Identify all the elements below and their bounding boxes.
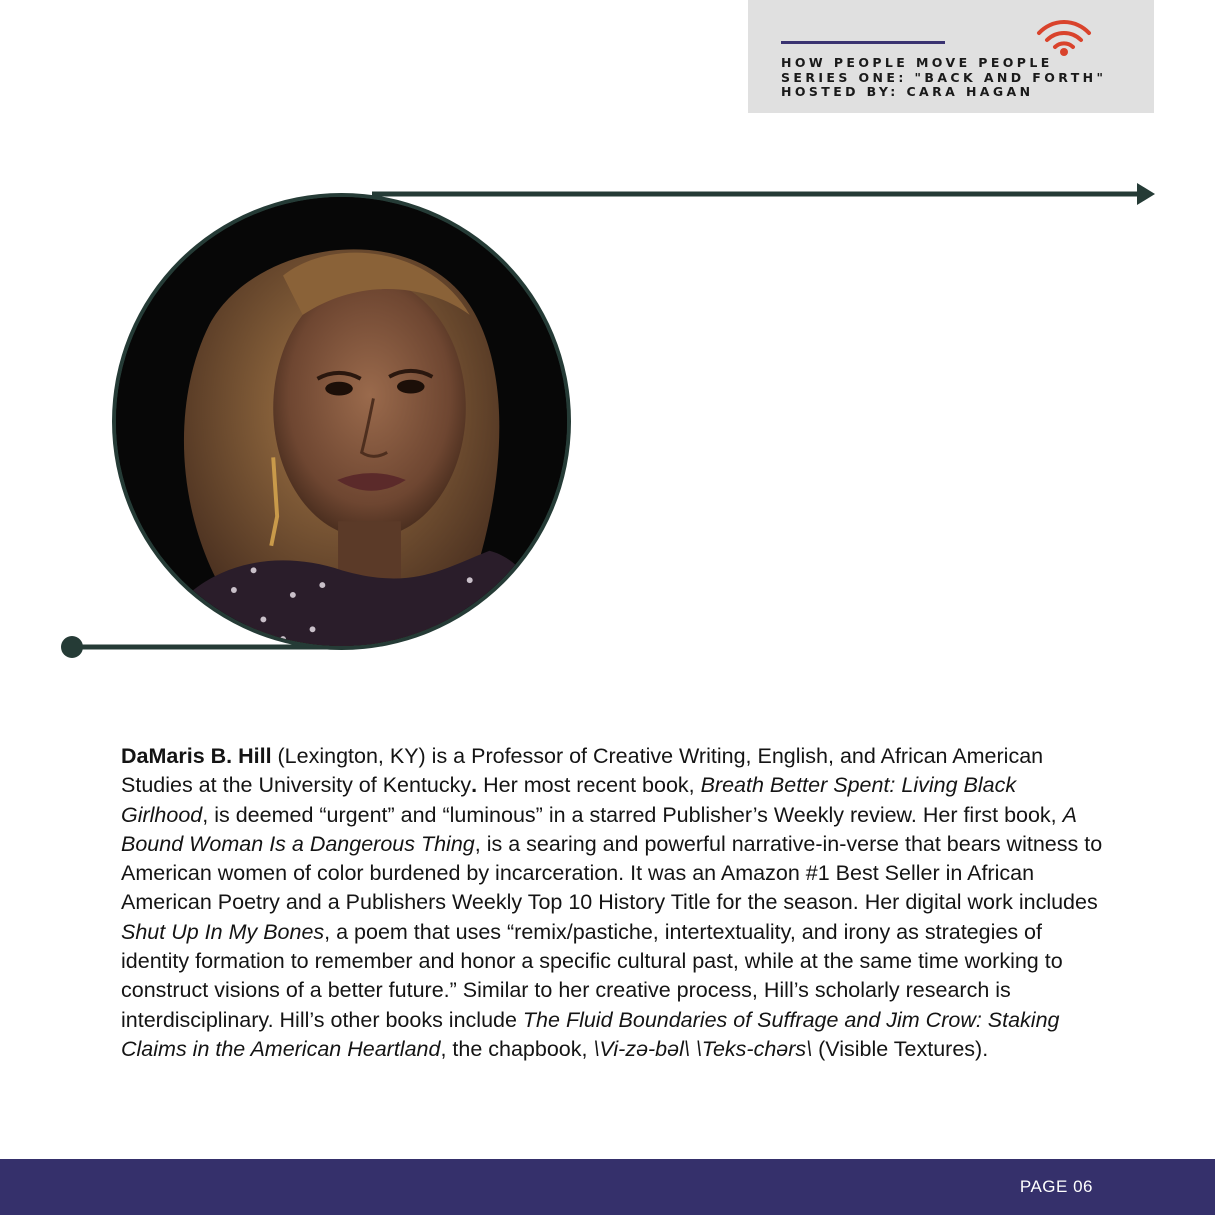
bio-segment: , is deemed “urgent” and “luminous” in a starred Publisher’s Weekly review. Her first book, <box>202 802 1063 827</box>
header-series-title: HOW PEOPLE MOVE PEOPLE <box>781 55 1053 70</box>
bio-segment: DaMaris B. Hill <box>121 744 272 768</box>
bio-segment: A Bound Woman Is a Dangerous Thing <box>121 802 1077 856</box>
footer-bar <box>0 1159 1215 1215</box>
bio-segment: Her most recent book, <box>477 773 701 798</box>
bio-paragraph <box>121 742 1106 1064</box>
bio-segment: \Vi-zə-bəl\ \Teks-chərs\ <box>593 1036 813 1061</box>
page-number: PAGE 06 <box>1019 1177 1093 1196</box>
bio-segment: The Fluid Boundaries of Suffrage and Jim Crow: Staking Claims in the American Heartland <box>121 1007 1060 1061</box>
bio-segment: Breath Better Spent: Living Black Girlhood <box>121 773 1017 827</box>
header-series-subtitle: SERIES ONE: "BACK AND FORTH" <box>781 69 1107 85</box>
portrait-photo <box>112 193 571 650</box>
bio-segment: . <box>471 773 478 798</box>
bio-segment: (Visible Textures). <box>812 1036 989 1061</box>
bio-segment: (Lexington, KY) is a Professor of Creative Writing, English, and African American Studies at the University of Kentucky <box>121 744 1044 798</box>
header-host: HOSTED BY: CARA HAGAN <box>781 84 1034 99</box>
bio-segment: , the chapbook, <box>440 1036 594 1061</box>
bio-segment: Shut Up In My Bones <box>121 919 325 944</box>
bio-segment: , a poem that uses “remix/pastiche, intertextuality, and irony as strategies of identity formation to remember and honor a specific cultural past, while at the same time working to construct visions of a better future.” Similar to her creative process, Hill’s scholarly research is interdisciplinary. Hill’s other books include <box>121 919 1063 1032</box>
bio-segment: , is a searing and powerful narrative-in-verse that bears witness to American women of color burdened by incarceration. It was an Amazon #1 Best Seller in African American Poetry and a Publishers Weekly Top 10 History Title for the season. Her digital work includes <box>121 831 1103 915</box>
